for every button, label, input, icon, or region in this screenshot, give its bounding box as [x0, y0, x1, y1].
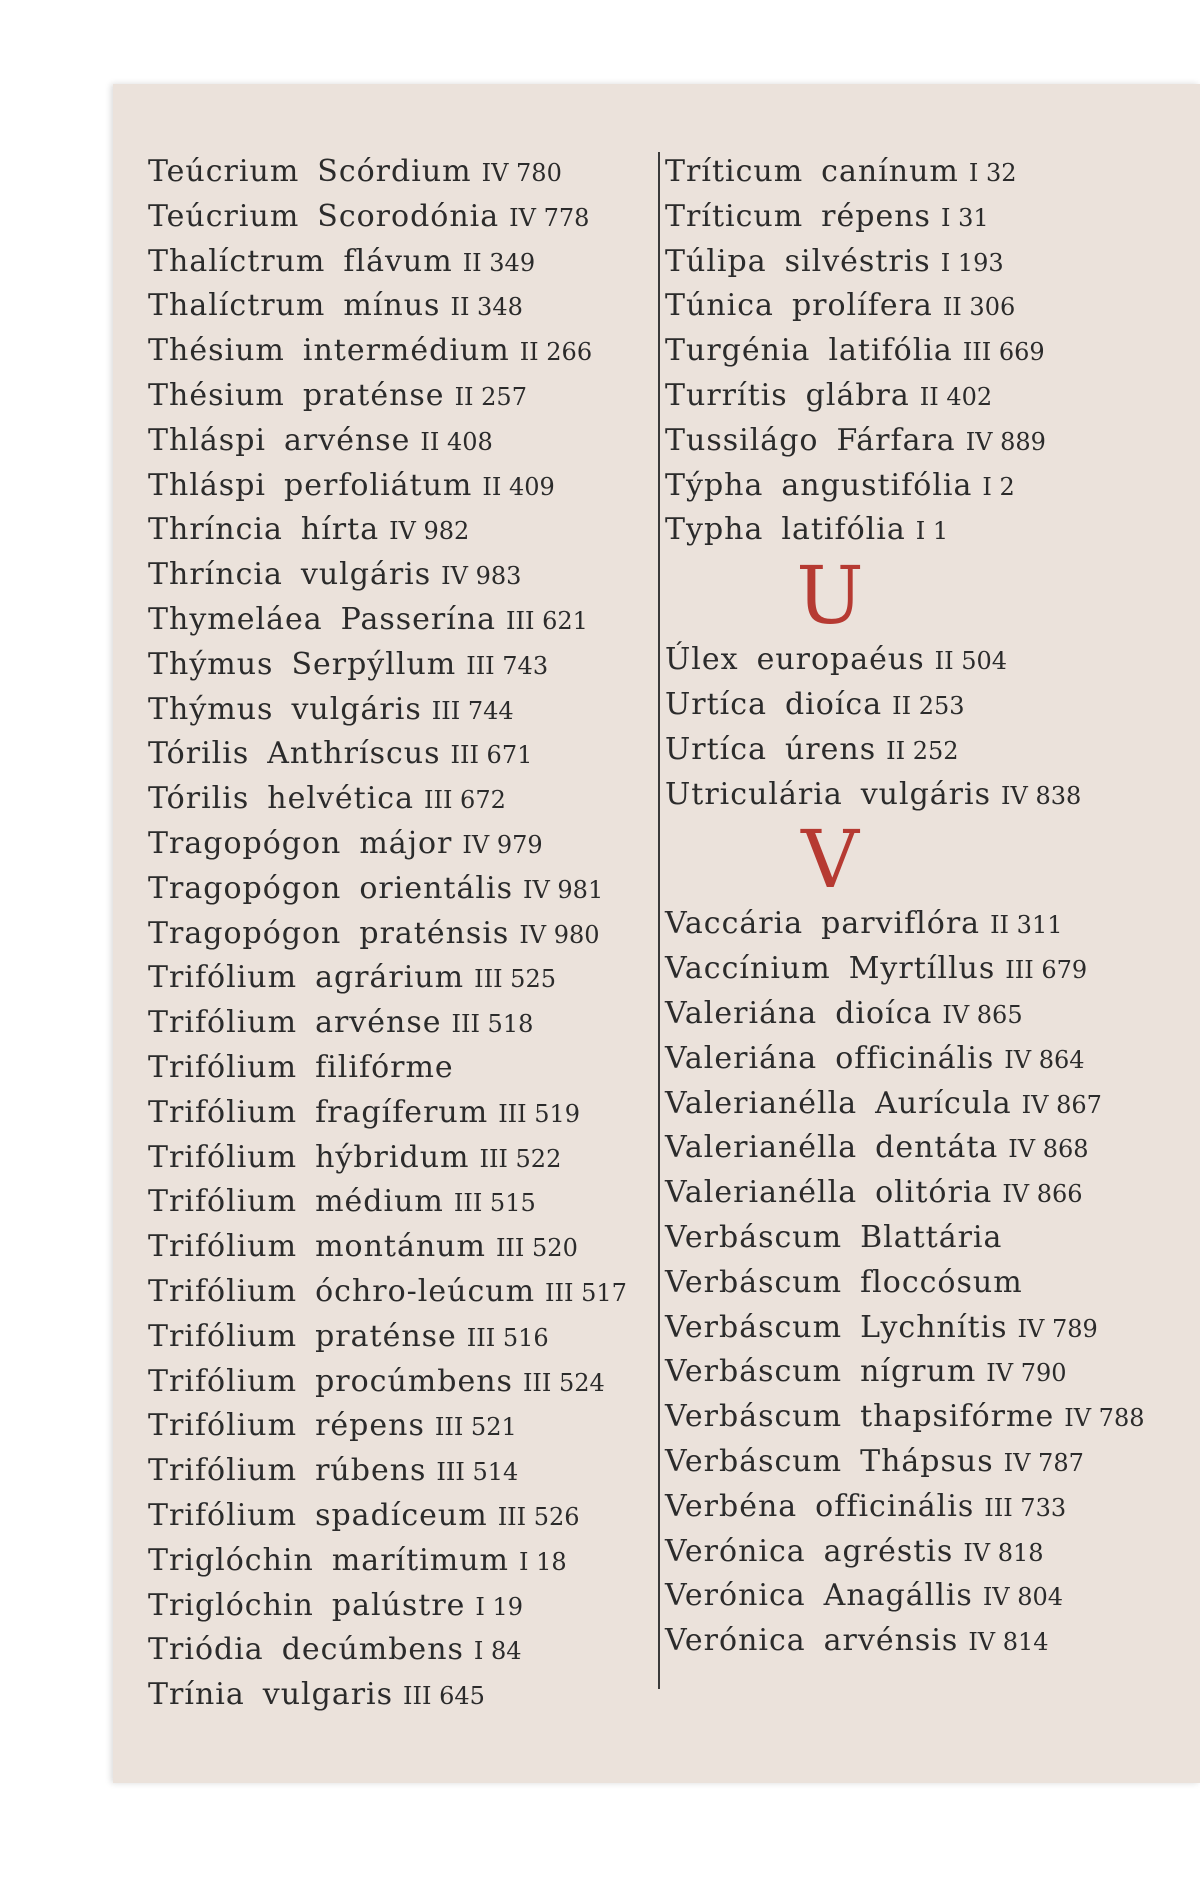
index-entry: Túnica prolífera II 306	[665, 288, 1016, 324]
index-entry: Utriculária vulgáris IV 838	[665, 776, 1082, 812]
index-entry: Triglóchin palústre I 19	[148, 1587, 524, 1623]
index-entry: Valerianélla olitória IV 866	[665, 1175, 1083, 1211]
index-entry: Vaccínium Myrtíllus III 679	[665, 951, 1088, 987]
index-entry: Trifólium arvénse III 518	[148, 1005, 534, 1041]
index-entry: Verbáscum Blattária	[665, 1219, 1003, 1255]
index-entry: Typha latifólia I 1	[665, 512, 949, 548]
index-entry: Thalíctrum flávum II 349	[148, 243, 536, 279]
index-entry: Turrítis glábra II 402	[665, 377, 993, 413]
index-entry: Trifólium fragíferum III 519	[148, 1094, 581, 1130]
index-entry: Tussilágo Fárfara IV 889	[665, 422, 1046, 458]
index-entry: Thésium intermédium II 266	[148, 333, 593, 369]
index-entry: Thríncia vulgáris IV 983	[148, 557, 522, 593]
index-entry: Vaccária parviflóra II 311	[665, 906, 1063, 942]
index-entry: Trifólium procúmbens III 524	[148, 1363, 605, 1399]
index-entry: Triódia decúmbens I 84	[148, 1632, 522, 1668]
left-column	[148, 150, 648, 1718]
right-column	[665, 150, 1185, 1664]
index-entry: Tríticum répens I 31	[665, 198, 989, 234]
index-entry: Trifólium rúbens III 514	[148, 1453, 519, 1489]
index-entry: Trifólium agrárium III 525	[148, 960, 556, 996]
index-entry: Tórilis Anthríscus III 671	[148, 736, 533, 772]
index-entry: Trifólium filifórme	[148, 1049, 454, 1085]
index-entry: Trifólium óchro-leúcum III 517	[148, 1273, 627, 1309]
column-divider	[658, 152, 660, 1689]
index-entry: Trifólium spadíceum III 526	[148, 1497, 580, 1533]
index-entry: Valeriána dioíca IV 865	[665, 995, 1023, 1031]
section-initial-u: U	[796, 549, 864, 643]
index-entry: Teúcrium Scórdium IV 780	[148, 154, 562, 189]
index-entry: Thláspi perfoliátum II 409	[148, 467, 555, 503]
index-entry: Trifólium montánum III 520	[148, 1229, 578, 1265]
index-entry: Thýmus vulgáris III 744	[148, 691, 514, 727]
index-entry: Verónica agréstis IV 818	[665, 1533, 1044, 1569]
index-entry: Trifólium praténse III 516	[148, 1318, 549, 1354]
index-entry: Úlex europaéus II 504	[665, 642, 1008, 678]
index-entry: Thríncia hírta IV 982	[148, 512, 470, 548]
index-entry: Trifólium médium III 515	[148, 1184, 536, 1220]
index-entry: Valerianélla Aurícula IV 867	[665, 1085, 1102, 1121]
index-entry: Triglóchin marítimum I 18	[148, 1542, 567, 1578]
index-entry: Valeriána officinális IV 864	[665, 1040, 1085, 1076]
index-entry: Verbáscum nígrum IV 790	[665, 1354, 1067, 1390]
index-entry: Thýmus Serpýllum III 743	[148, 646, 549, 682]
index-entry: Tríticum canínum I 32	[665, 154, 1017, 189]
index-entry: Tragopógon praténsis IV 980	[148, 915, 600, 951]
index-entry: Verbáscum thapsifórme IV 788	[665, 1399, 1145, 1435]
index-entry: Verbáscum Thápsus IV 787	[665, 1443, 1084, 1479]
section-initial-v: V	[801, 813, 859, 907]
index-entry: Tragopógon orientális IV 981	[148, 870, 604, 906]
index-entry: Tragopógon májor IV 979	[148, 825, 543, 861]
index-entry: Thésium praténse II 257	[148, 377, 527, 413]
index-entry: Túlipa silvéstris I 193	[665, 243, 1004, 279]
index-entry: Tórilis helvética III 672	[148, 781, 506, 817]
index-entry: Verbáscum floccósum	[665, 1264, 1023, 1300]
index-entry: Thláspi arvénse II 408	[148, 422, 493, 458]
index-entry: Trínia vulgaris III 645	[148, 1677, 485, 1713]
index-entry: Verbáscum Lychnítis IV 789	[665, 1309, 1098, 1345]
index-entry: Trifólium hýbridum III 522	[148, 1139, 562, 1175]
index-entry: Urtíca úrens II 252	[665, 731, 959, 767]
index-entry: Týpha angustifólia I 2	[665, 467, 1015, 503]
index-entry: Verónica arvénsis IV 814	[665, 1623, 1049, 1659]
index-entry: Verbéna officinális III 733	[665, 1488, 1067, 1524]
index-entry: Turgénia latifólia III 669	[665, 333, 1045, 369]
index-entry: Teúcrium Scorodónia IV 778	[148, 198, 590, 234]
index-entry: Thymeláea Passerína III 621	[148, 601, 588, 637]
index-entry: Trifólium répens III 521	[148, 1408, 517, 1444]
index-entry: Thalíctrum mínus II 348	[148, 288, 523, 324]
index-entry: Valerianélla dentáta IV 868	[665, 1130, 1089, 1166]
index-entry: Verónica Anagállis IV 804	[665, 1578, 1064, 1614]
index-entry: Urtíca dioíca II 253	[665, 686, 965, 722]
